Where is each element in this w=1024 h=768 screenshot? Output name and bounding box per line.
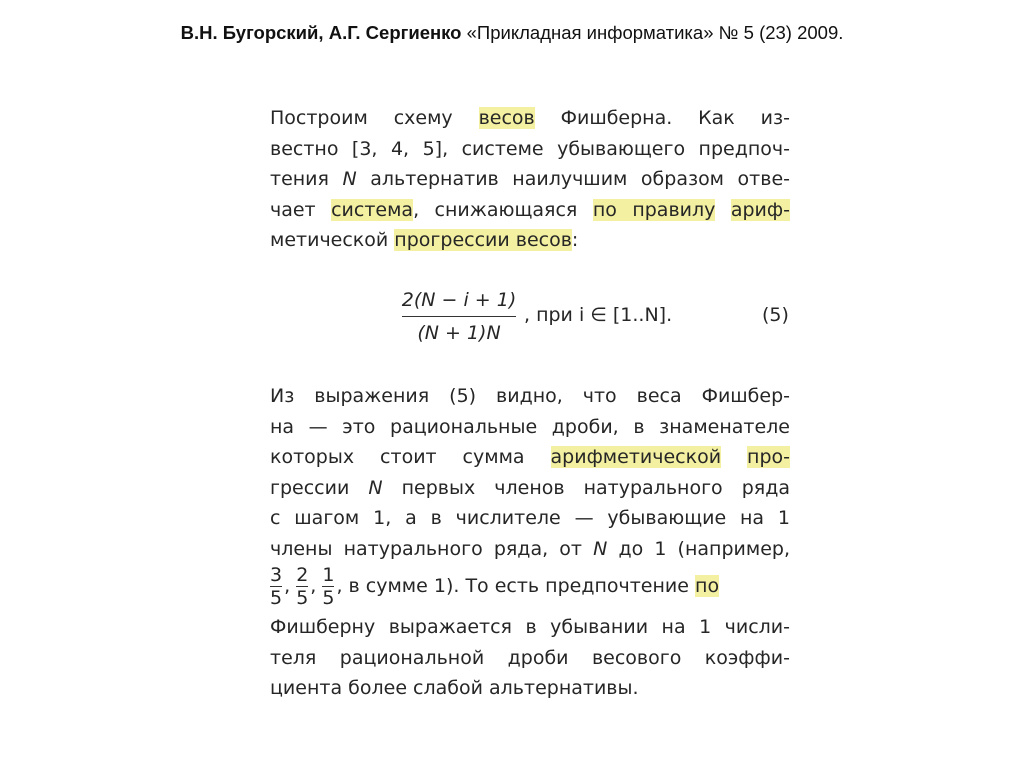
- text-line: которых стоит сумма арифметической про-: [270, 446, 790, 468]
- text-line: теля рациональной дроби весового коэффи-: [270, 646, 790, 669]
- formula-condition: , при i ∈ [1..N].: [524, 304, 673, 326]
- formula-numerator: 2(N − i + 1): [401, 289, 517, 311]
- text-line-fractions: $\frac{3}{5}$ , $\frac{2}{5}$ , $\frac{1}{5}$ , в сумме 1). То есть предпочтение по: [270, 564, 720, 609]
- text-line: чает система, снижающаяся по правилу ариф-: [270, 198, 790, 221]
- highlight: весов: [478, 107, 535, 129]
- text-line: Построим схему весов Фишберна. Как из-: [270, 107, 790, 129]
- equation-number: (5): [762, 304, 789, 326]
- highlight: ариф-: [730, 198, 790, 221]
- paragraph-explanation: [270, 381, 790, 704]
- text-line: Фишберну выражается в убывании на 1 числи-: [270, 616, 790, 638]
- small-fraction: $\frac{1}{5}$: [322, 564, 335, 609]
- highlight: по: [695, 575, 720, 597]
- highlight: система: [331, 198, 414, 221]
- text-line: члены натурального ряда, от N до 1 (например,: [270, 537, 790, 560]
- highlight: прогрессии весов: [394, 229, 572, 251]
- fraction-bar: [402, 316, 516, 317]
- formula-fraction: [400, 285, 518, 348]
- highlight: про-: [747, 446, 790, 468]
- small-fraction: $\frac{2}{5}$: [296, 564, 309, 609]
- text-line: на — это рациональные дроби, в знаменателе: [270, 415, 790, 438]
- text-line: вестно [3, 4, 5], системе убывающего предпоч-: [270, 137, 790, 160]
- text-line: тения N альтернатив наилучшим образом отве-: [270, 168, 790, 190]
- text-line: Из выражения (5) видно, что веса Фишбер-: [270, 385, 790, 407]
- header-authors: В.Н. Бугорский, А.Г. Сергиенко: [180, 22, 462, 43]
- formula-denominator: (N + 1)N: [417, 322, 501, 344]
- paragraph-fishburn-scheme: [270, 103, 790, 256]
- highlight: по правилу: [592, 198, 716, 221]
- text-line: с шагом 1, а в числителе — убывающие на 1: [270, 507, 790, 529]
- page-header: [0, 22, 1024, 44]
- formula-5: [400, 285, 800, 357]
- header-journal: «Прикладная информатика» № 5 (23) 2009.: [466, 22, 844, 43]
- text-line: метической прогрессии весов:: [270, 229, 579, 251]
- text-line: грессии N первых членов натурального ряда: [270, 476, 790, 499]
- small-fraction: $\frac{3}{5}$: [270, 564, 283, 609]
- highlight: арифметической: [550, 446, 722, 468]
- text-line: циента более слабой альтернативы.: [270, 677, 639, 699]
